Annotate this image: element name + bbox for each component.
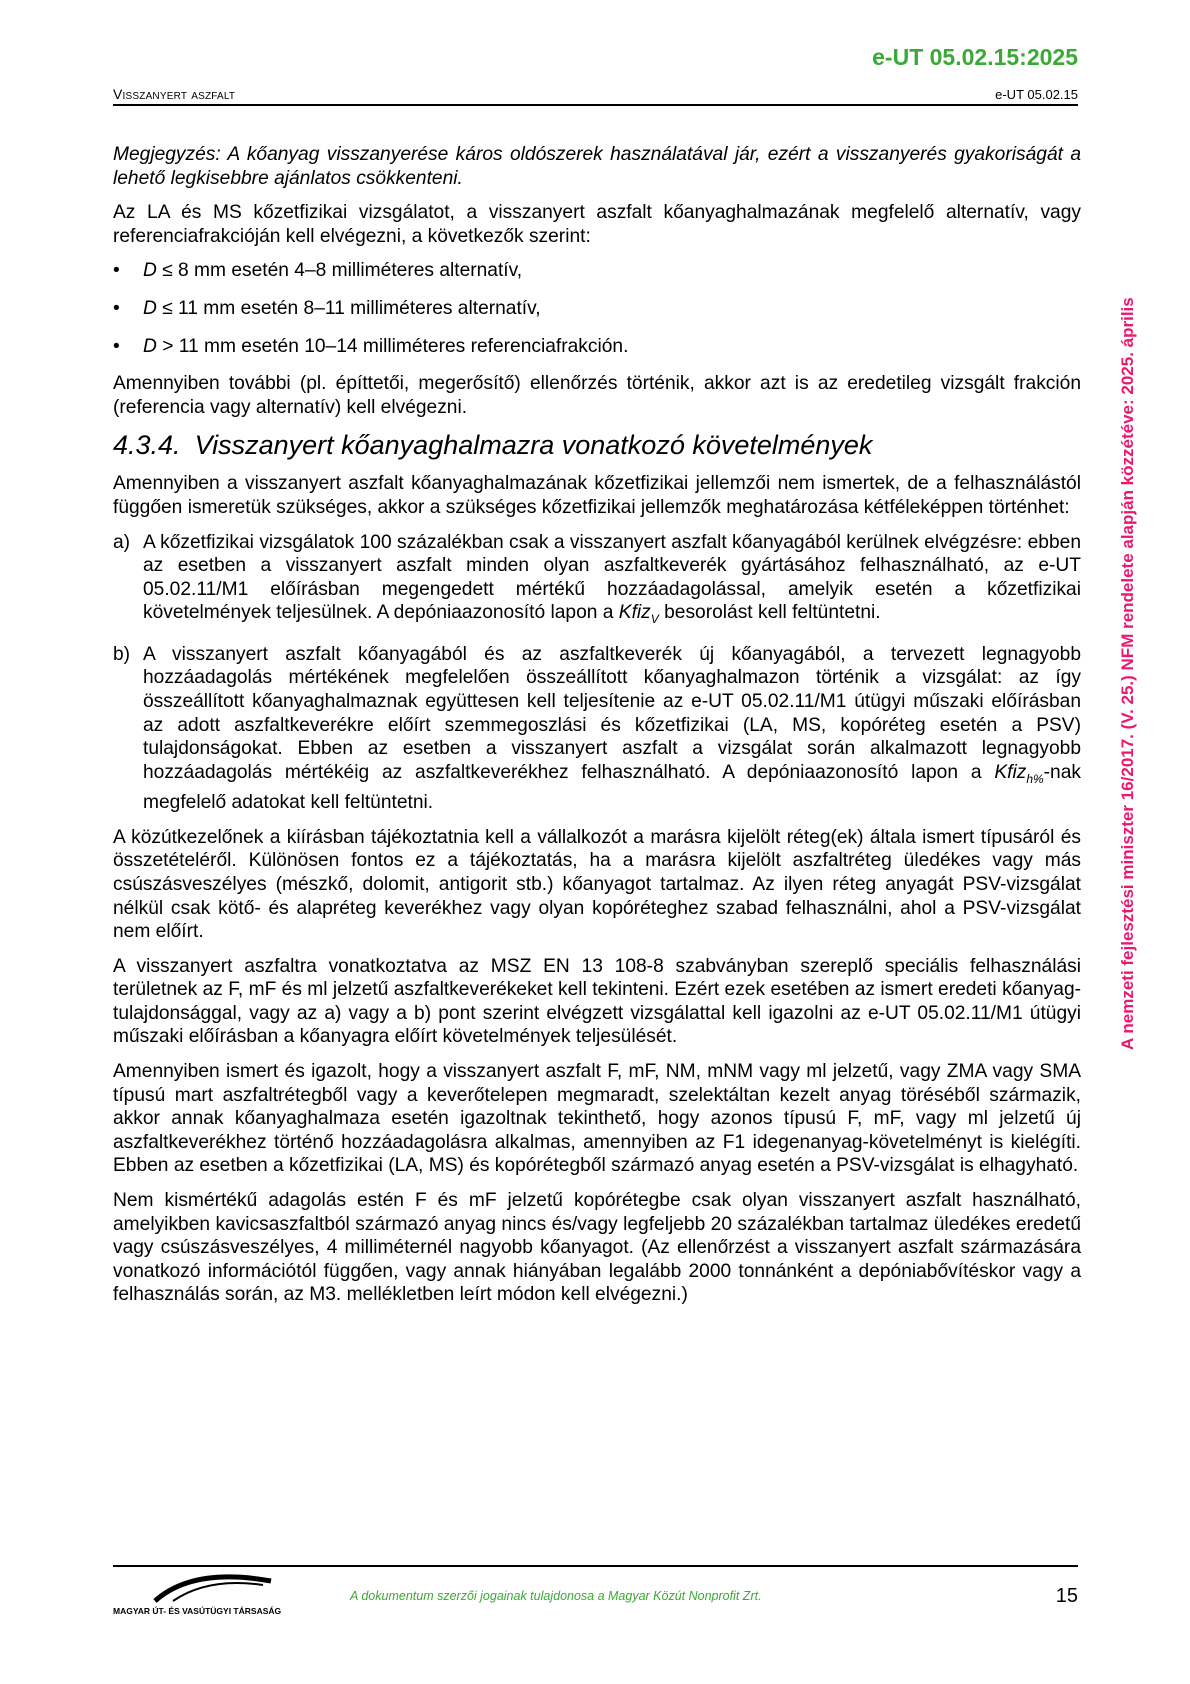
paragraph-known-origin: Amennyiben ismert és igazolt, hogy a visszanyert aszfalt F, mF, NM, mNM vagy ml jelzetű, vagy ZMA vagy SMA típusú mart aszfaltrétegből vagy a keverőtelepen megmaradt, szelektáltan kezelt anyag töréséből származik, akkor annak kőanyaghalmaza esetén igazoltnak tekinthető, hogy azonos típusú F, mF, vagy ml jelzetű új aszfaltkeverékhez történő hozzáadagolásra alkalmas, amennyiben az F1 idegenanyag-követelményt is kielégíti. Ebben az esetben a kőzetfizikai (LA, MS) és kopórétegből származó anyag esetén a PSV-vizsgálat is elhagyható. bbox=[113, 1061, 1081, 1177]
logo-text: MAGYAR ÚT- ÉS VASÚTÜGYI TÁRSASÁG bbox=[113, 1606, 282, 1616]
section-title: Visszanyert kőanyaghalmazra vonatkozó követelmények bbox=[194, 430, 873, 461]
road-arc-icon bbox=[153, 1573, 273, 1603]
paragraph-special-use: A visszanyert aszfaltra vonatkoztatva az MSZ EN 13 108-8 szabványban szereplő speciális felhasználási területnek az F, mF és ml jelzetű aszfaltkeverékeket kell tekinteni. Ezért ezek esetében az ismert eredeti kőanyag-tulajdonsággal, vagy az a) vagy a b) pont szerint elvégzett vizsgálattal kell igazolni az e-UT 05.02.11/M1 útügyi műszaki előírásban a kőanyagra előírt követelmények teljesülését. bbox=[113, 955, 1081, 1048]
note-paragraph: Megjegyzés: A kőanyag visszanyerése káros oldószerek használatával jár, ezért a visszanyerés gyakoriságát a lehető legkisebbre ajánlatos csökkenteni. bbox=[113, 144, 1081, 189]
list-item-b: b) A visszanyert aszfalt kőanyagából és az aszfaltkeverék új kőanyagából, a tervezett legnagyobb hozzáadagolás mértékének megfelelően összeállított kőanyaghalmazon történik a vizsgálat: az így összeállított kőanyaghalmaznak együttesen kell teljesítenie az e-UT 05.02.11/M1 útügyi műszaki előírásban az adott aszfaltkeverékre előírt szemmegoszlási és kőzetfizikai (LA, MS, kopóréteg esetén a PSV) tulajdonságokat. Ebben az esetben a visszanyert aszfalt a vizsgálat során alkalmazott legnagyobb hozzáadagolás mértékéig az aszfaltkeverékhez felhasználható. A depóniaazonosító lapon a Kfiz$_{h\%}$-nak megfelelő adatokat kell feltüntetni. bbox=[113, 643, 1081, 814]
section-number: 4.3.4. bbox=[113, 430, 181, 461]
list-item-a: a) A kőzetfizikai vizsgálatok 100 százalékban csak a visszanyert aszfalt kőanyagából kerülnek elvégzésre: ebben az esetben a visszanyert aszfalt minden olyan aszfaltkeverék gyártásához felhasználható, az e-UT 05.02.11/M1 előírásban megengedett mértékű hozzáadagolással, amelyik esetén a kőzetfizikai követelmények teljesülnek. A depóniaazonosító lapon a Kfiz$_V$ besorolást kell feltüntetni. bbox=[113, 531, 1081, 627]
side-publication-note: A nemzeti fejlesztési miniszter 16/2017. (V. 25.) NFM rendelete alapján közzétéve: 2025. április bbox=[1118, 297, 1137, 1050]
association-logo bbox=[113, 1573, 282, 1618]
fraction-list bbox=[113, 259, 1081, 358]
paragraph-wearing-course: Nem kismértékű adagolás estén F és mF jelzetű kopórétegbe csak olyan visszanyert aszfalt használható, amelyikben kavicsaszfaltból származó anyag nincs és/vagy legfeljebb 20 százalékban tartalmaz üledékes eredetű vagy csúszásveszélyes, 4 milliméternél nagyobb kőanyagot. (Az ellenőrzést a visszanyert aszfalt származására vonatkozó információtól függően, vagy annak hiányában legalább 2000 tonnánként a depóniabővítéskor vagy a felhasználás során, az M3. mellékletben leírt módon kell elvégezni.) bbox=[113, 1190, 1081, 1306]
page-number: 15 bbox=[1055, 1585, 1078, 1607]
paragraph-road-manager: A közútkezelőnek a kiírásban tájékoztatnia kell a vállalkozót a marásra kijelölt réteg(ek) általa ismert típusáról és összetételéről. Különösen fontos ez a tájékoztatás, ha a marásra kijelölt aszfaltréteg üledékes vagy más csúszásveszélyes (mészkő, dolomit, antigorit stb.) kőanyagot tartalmaz. Az ilyen réteg anyagát PSV-vizsgálat nélkül csak kötő- és alapréteg keverékhez vagy olyan kopóréteghez szabad felhasználni, ahol a PSV-vizsgálat nem előírt. bbox=[113, 826, 1081, 943]
paragraph-further-check: Amennyiben további (pl. építtetői, megerősítő) ellenőrzés történik, akkor azt is az eredetileg vizsgált frakción (referencia vagy alternatív) kell elvégezni. bbox=[113, 373, 1081, 418]
copyright-note: A dokumentum szerzői jogainak tulajdonosa a Magyar Közút Nonprofit Zrt. bbox=[350, 1589, 762, 1603]
running-header bbox=[113, 86, 1078, 106]
list-item: • D ≤ 8 mm esetén 4–8 milliméteres alternatív, bbox=[113, 259, 1081, 283]
paragraph-la-ms: Az LA és MS kőzetfizikai vizsgálatot, a visszanyert aszfalt kőanyaghalmazának megfelelő alternatív, vagy referenciafrakcióján kell elvégezni, a következők szerint: bbox=[113, 202, 1081, 247]
document-code: e-UT 05.02.15:2025 bbox=[872, 44, 1078, 70]
section-heading bbox=[113, 430, 1081, 460]
footer-rule bbox=[113, 1565, 1078, 1567]
list-item: • D ≤ 11 mm esetén 8–11 milliméteres alternatív, bbox=[113, 297, 1081, 321]
paragraph-intro: Amennyiben a visszanyert aszfalt kőanyaghalmazának kőzetfizikai jellemzői nem ismertek, de a felhasználástól függően ismeretük szükséges, akkor a szükséges kőzetfizikai jellemzők meghatározása kétféleképpen történhet: bbox=[113, 473, 1081, 518]
list-item: • D > 11 mm esetén 10–14 milliméteres referenciafrakción. bbox=[113, 335, 1081, 359]
page-body bbox=[113, 143, 1081, 1318]
header-code: e-UT 05.02.15 bbox=[995, 87, 1078, 102]
header-title: Visszanyert aszfalt bbox=[113, 86, 236, 102]
